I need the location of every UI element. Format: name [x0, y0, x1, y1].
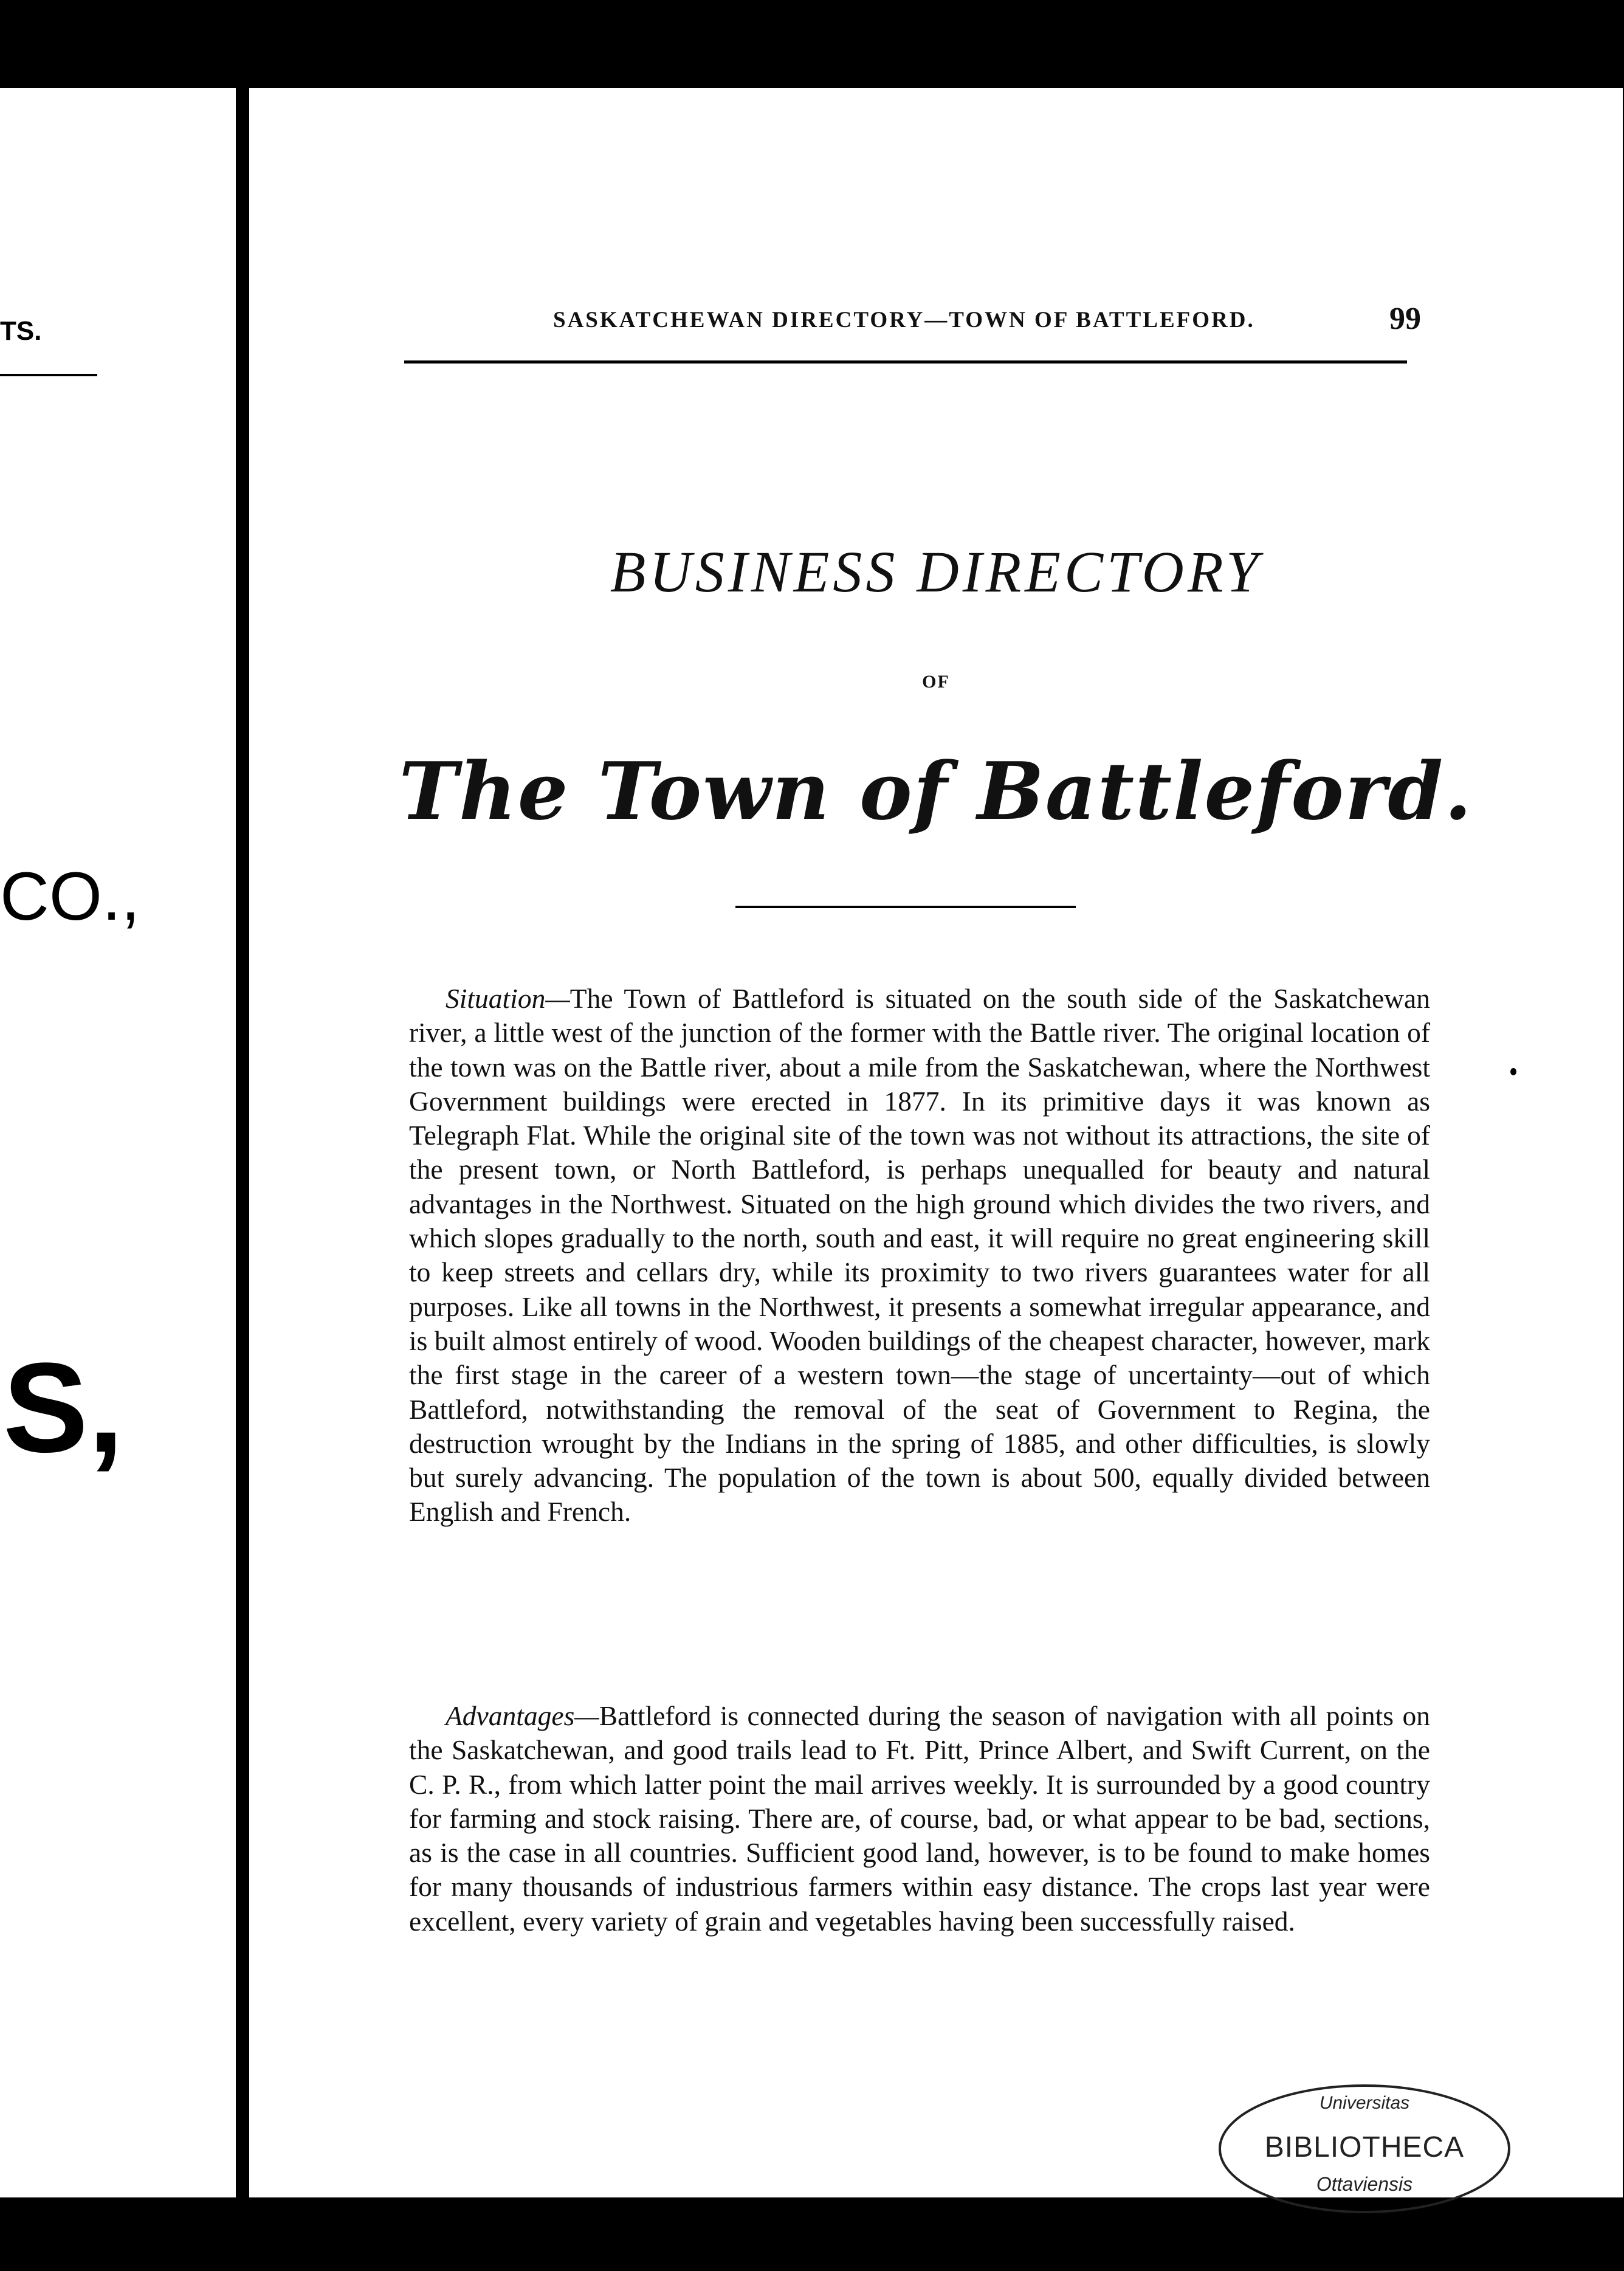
library-stamp	[1216, 2082, 1513, 2216]
title-rule	[735, 906, 1076, 908]
paragraph-situation	[409, 982, 1430, 1529]
left-page-co-fragment: CO.,	[0, 858, 140, 934]
page-title: BUSINESS DIRECTORY	[610, 539, 1262, 604]
stamp-line-1: Universitas	[1319, 2093, 1410, 2113]
running-head-title: SASKATCHEWAN DIRECTORY—TOWN OF BATTLEFORD.	[553, 308, 1255, 333]
stamp-line-2: BIBLIOTHECA	[1264, 2131, 1465, 2163]
paragraph-text: The Town of Battleford is situated on the south side of the Saskatchewan river, a little west of the junction of the former with the Battle river. The original location of the town was on the Battle river, about a mile from the Saskatchewan, where the Northwest Government buildings were erected in 1877. In its primitive days it was known as Telegraph Flat. While the original site of the town was not without its attractions, the site of the present town, or North Battleford, is perhaps unequalled for beauty and natural advantages in the Northwest. Situated on the high ground which divides the two rivers, and which slopes gradually to the north, south and east, it will require no great engineering skill to keep streets and cellars dry, while its proximity to two rivers guarantees water for all purposes. Like all towns in the Northwest, it presents a somewhat irregular appearance, and is built almost entirely of wood. Wooden buildings of the cheapest character, however, mark the first stage in the career of a western town—the stage of uncertainty—out of which Battleford, notwithstanding the removal of the seat of Government to Regina, the destruction wrought by the Indians in the spring of 1885, and other difficulties, is slowly but surely advancing. The population of the town is about 500, equally divided between English and French.	[409, 983, 1430, 1528]
page-number: 99	[1389, 302, 1421, 336]
town-title: The Town of Battleford.	[399, 745, 1473, 838]
left-page-s-fragment: S,	[3, 1336, 124, 1479]
header-rule	[404, 360, 1407, 364]
document-page	[249, 88, 1623, 2197]
left-page-rule	[0, 374, 97, 376]
paragraph-lead: Situation—	[446, 983, 570, 1014]
paragraph-advantages	[409, 1699, 1430, 1938]
stamp-line-3: Ottaviensis	[1316, 2173, 1413, 2195]
left-page-header-fragment: TS.	[0, 316, 42, 346]
paragraph-text: Battleford is connected during the season of navigation with all points on the Saskatchewan, and good trails lead to Ft. Pitt, Prince Albert, and Swift Current, on the C. P. R., from which latter point the mail arrives weekly. It is surrounded by a good country for farming and stock raising. There are, of course, bad, or what appear to be bad, sections, as is the case in all countries. Sufficient good land, however, is to be found to make homes for many thousands of industrious farmers within easy distance. The crops last year were excellent, every variety of grain and vegetables having been successfully raised.	[409, 1700, 1430, 1937]
ink-speck	[1510, 1068, 1516, 1075]
paragraph-lead: Advantages—	[446, 1700, 599, 1731]
left-page-fragment	[0, 88, 236, 2197]
title-of: OF	[922, 672, 950, 692]
running-head	[249, 302, 1623, 380]
